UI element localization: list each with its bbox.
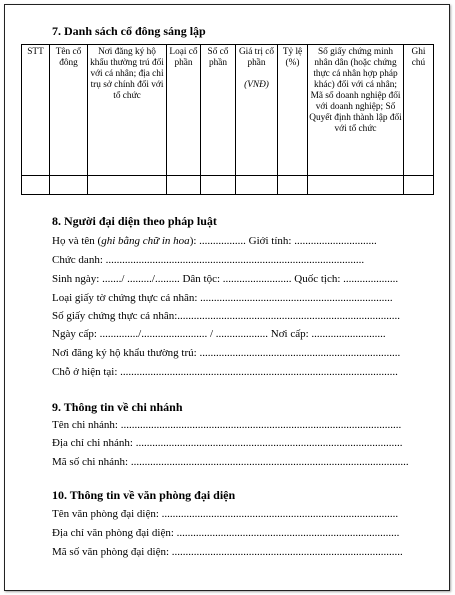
table-cell[interactable] xyxy=(22,176,50,195)
col-share-value xyxy=(236,45,278,176)
col-ratio: Tỷ lệ (%) xyxy=(278,45,308,176)
table-row xyxy=(22,176,434,195)
residence-field[interactable]: Chỗ ở hiện tại: ..................................................................................................... xyxy=(52,366,398,378)
col-share-count: Số cổ phần xyxy=(201,45,236,176)
full-name-field[interactable] xyxy=(52,235,377,247)
branch-code-field[interactable]: Mã số chi nhánh: ..................................................................................................... xyxy=(52,456,409,468)
table-cell[interactable] xyxy=(50,176,88,195)
table-cell[interactable] xyxy=(236,176,278,195)
issue-date-field[interactable]: Ngày cấp: ............../........................ / ................... Nơi cấp: ........................... xyxy=(52,328,386,340)
col-share-type: Loại cổ phần xyxy=(167,45,201,176)
section-10-title: 10. Thông tin về văn phòng đại diện xyxy=(52,488,236,502)
col-shareholder-name: Tên cổ đông xyxy=(50,45,88,176)
full-name-hint: ghi bằng chữ in hoa xyxy=(101,235,190,247)
position-field[interactable]: Chức danh: .............................................................................................. xyxy=(52,254,365,266)
table-cell[interactable] xyxy=(201,176,236,195)
id-type-field[interactable]: Loại giấy tờ chứng thực cá nhân: ...................................................................... xyxy=(52,292,393,304)
table-cell[interactable] xyxy=(167,176,201,195)
branch-address-field[interactable]: Địa chỉ chi nhánh: ................................................................................................. xyxy=(52,437,403,449)
col-notes: Ghi chú xyxy=(404,45,434,176)
table-cell[interactable] xyxy=(278,176,308,195)
col-id-number: Số giấy chứng minh nhân dân (hoặc chứng thực cá nhân hợp pháp khác) đối với cá nhân; Mã số doanh nghiệp đối với doanh nghiệp; Số Quyết định thành lập đối với tổ chức xyxy=(308,45,404,176)
col-share-value-unit: (VNĐ) xyxy=(244,80,269,90)
col-share-value-label: Giá trị cổ phần xyxy=(238,47,275,68)
full-name-gender: ): ................. Giới tính: .............................. xyxy=(189,235,377,247)
col-registered-address: Nơi đăng ký hộ khẩu thường trú đối với cá nhân; địa chỉ trụ sở chính đối với tổ chức xyxy=(88,45,167,176)
office-code-field[interactable]: Mã số văn phòng đại diện: .................................................................................... xyxy=(52,546,403,558)
birth-field[interactable]: Sinh ngày: ......./ ........./......... Dân tộc: ......................... Quốc tịch: .................... xyxy=(52,273,399,285)
col-stt: STT xyxy=(22,45,50,176)
full-name-label: Họ và tên ( xyxy=(52,235,102,247)
section-8-title: 8. Người đại diện theo pháp luật xyxy=(52,214,217,228)
section-7-title: 7. Danh sách cổ đông sáng lập xyxy=(52,24,206,38)
office-address-field[interactable]: Địa chỉ văn phòng đại diện: ................................................................................. xyxy=(52,527,400,539)
household-field[interactable]: Nơi đăng ký hộ khẩu thường trú: ......................................................................... xyxy=(52,347,401,359)
section-9-title: 9. Thông tin về chi nhánh xyxy=(52,400,183,414)
office-name-field[interactable]: Tên văn phòng đại diện: ...................................................................................... xyxy=(52,508,399,520)
id-number-field[interactable]: Số giấy chứng thực cá nhân:................................................................................. xyxy=(52,310,401,322)
branch-name-field[interactable]: Tên chi nhánh: ...................................................................................................... xyxy=(52,419,402,431)
table-cell[interactable] xyxy=(308,176,404,195)
table-cell[interactable] xyxy=(404,176,434,195)
founders-table xyxy=(21,44,434,195)
table-header-row xyxy=(22,45,434,176)
table-cell[interactable] xyxy=(88,176,167,195)
